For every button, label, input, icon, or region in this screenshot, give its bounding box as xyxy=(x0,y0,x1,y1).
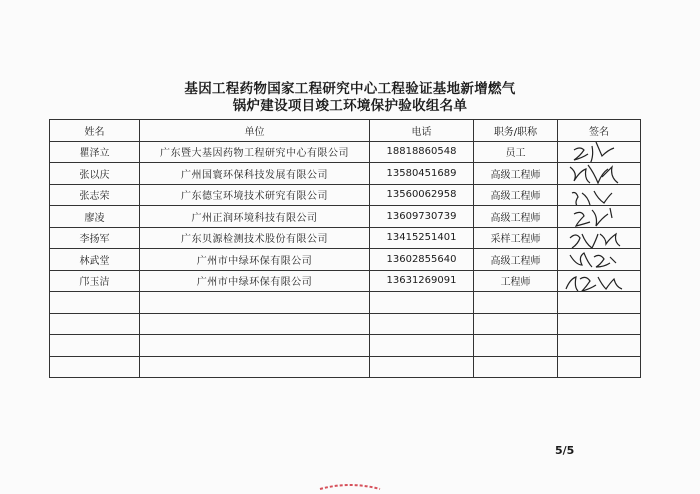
cell-position: 高级工程师 xyxy=(474,249,558,271)
page-number: 5/5 xyxy=(555,444,575,457)
cell-name: 邝玉洁 xyxy=(50,270,140,292)
cell-org: 广东暨大基因药物工程研究中心有限公司 xyxy=(140,141,370,163)
cell-position: 高级工程师 xyxy=(474,206,558,228)
handwritten-signature xyxy=(558,141,641,163)
table-header-row xyxy=(50,120,641,142)
header-signature: 签名 xyxy=(558,120,641,142)
cell-signature xyxy=(558,141,641,163)
cell-name: 张志荣 xyxy=(50,184,140,206)
cell-name: 瞿泽立 xyxy=(50,141,140,163)
header-position: 职务/职称 xyxy=(474,120,558,142)
table-row-empty xyxy=(50,356,641,378)
table-row xyxy=(50,206,641,228)
handwritten-signature xyxy=(558,227,641,249)
cell-tel: 13609730739 xyxy=(370,206,474,228)
handwritten-signature xyxy=(558,206,641,228)
cell-name: 张以庆 xyxy=(50,163,140,185)
cell-tel: 13415251401 xyxy=(370,227,474,249)
cell-org: 广州国寰环保科技发展有限公司 xyxy=(140,163,370,185)
handwritten-signature xyxy=(558,184,641,206)
table-row xyxy=(50,184,641,206)
cell-name: 李扬军 xyxy=(50,227,140,249)
handwritten-signature xyxy=(558,249,641,271)
table-row xyxy=(50,249,641,271)
cell-org: 广东德宝环境技术研究有限公司 xyxy=(140,184,370,206)
red-seal-stamp xyxy=(318,483,382,493)
cell-signature xyxy=(558,249,641,271)
acceptance-team-table xyxy=(49,119,641,378)
cell-position: 高级工程师 xyxy=(474,184,558,206)
cell-org: 广州市中绿环保有限公司 xyxy=(140,270,370,292)
cell-signature xyxy=(558,184,641,206)
cell-org: 广东贝源检测技术股份有限公司 xyxy=(140,227,370,249)
cell-tel: 13631269091 xyxy=(370,270,474,292)
header-tel: 电话 xyxy=(370,120,474,142)
cell-name: 林武堂 xyxy=(50,249,140,271)
document-title-line1: 基因工程药物国家工程研究中心工程验证基地新增燃气 xyxy=(184,81,516,97)
header-org: 单位 xyxy=(140,120,370,142)
table-row xyxy=(50,227,641,249)
cell-tel: 13580451689 xyxy=(370,163,474,185)
cell-position: 采样工程师 xyxy=(474,227,558,249)
cell-tel: 18818860548 xyxy=(370,141,474,163)
cell-position: 员工 xyxy=(474,141,558,163)
cell-tel: 13602855640 xyxy=(370,249,474,271)
handwritten-signature xyxy=(558,270,641,292)
table-row xyxy=(50,270,641,292)
cell-org: 广州正润环境科技有限公司 xyxy=(140,206,370,228)
table-row-empty xyxy=(50,313,641,335)
cell-tel: 13560062958 xyxy=(370,184,474,206)
cell-position: 工程师 xyxy=(474,270,558,292)
document-title-line2: 锅炉建设项目竣工环境保护验收组名单 xyxy=(232,98,468,114)
table-row xyxy=(50,163,641,185)
header-name: 姓名 xyxy=(50,120,140,142)
handwritten-signature xyxy=(558,163,641,185)
cell-org: 广州市中绿环保有限公司 xyxy=(140,249,370,271)
table-row-empty xyxy=(50,292,641,314)
cell-name: 廖凌 xyxy=(50,206,140,228)
cell-signature xyxy=(558,270,641,292)
cell-position: 高级工程师 xyxy=(474,163,558,185)
cell-signature xyxy=(558,227,641,249)
cell-signature xyxy=(558,163,641,185)
table-row-empty xyxy=(50,335,641,357)
cell-signature xyxy=(558,206,641,228)
table-row xyxy=(50,141,641,163)
